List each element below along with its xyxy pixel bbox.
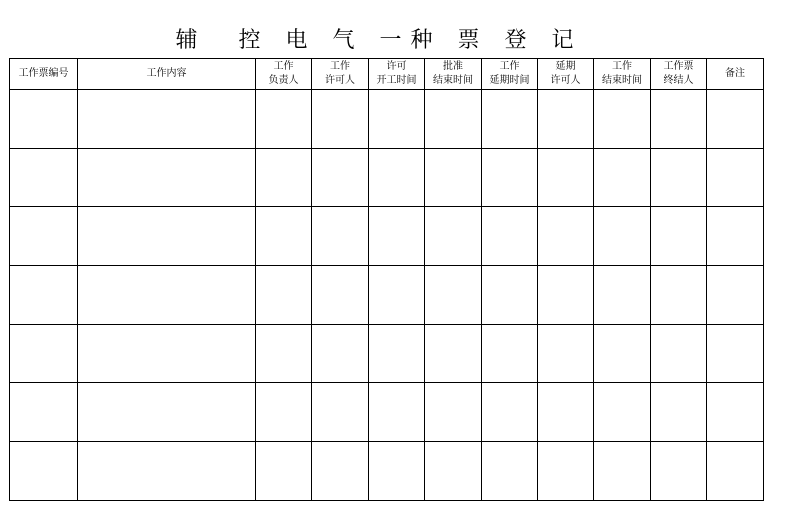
table-row xyxy=(10,324,764,383)
table-row xyxy=(10,207,764,266)
table-cell xyxy=(256,442,312,501)
table-cell xyxy=(10,324,78,383)
table-cell xyxy=(256,90,312,149)
table-cell xyxy=(482,148,538,207)
table-cell xyxy=(10,383,78,442)
table-cell xyxy=(651,148,707,207)
table-cell xyxy=(538,324,594,383)
table-cell xyxy=(425,207,482,266)
table-cell xyxy=(707,383,764,442)
header-ticket-number: 工作票编号 xyxy=(10,59,78,90)
table-cell xyxy=(425,324,482,383)
table-row xyxy=(10,383,764,442)
table-cell xyxy=(78,90,256,149)
ticket-register-table xyxy=(9,58,764,501)
table-cell xyxy=(369,90,425,149)
table-cell xyxy=(651,266,707,325)
table-cell xyxy=(651,442,707,501)
table-cell xyxy=(651,383,707,442)
table-cell xyxy=(707,266,764,325)
table-cell xyxy=(651,207,707,266)
header-work-permitter: 工作 许可人 xyxy=(312,59,369,90)
table-cell xyxy=(369,207,425,266)
register-body xyxy=(10,90,764,501)
table-cell xyxy=(594,148,651,207)
table-cell xyxy=(369,442,425,501)
table-cell xyxy=(594,383,651,442)
table-cell xyxy=(256,266,312,325)
table-cell xyxy=(10,266,78,325)
table-cell xyxy=(78,207,256,266)
table-cell xyxy=(312,207,369,266)
table-cell xyxy=(312,442,369,501)
table-cell xyxy=(594,324,651,383)
table-cell xyxy=(425,148,482,207)
table-cell xyxy=(538,90,594,149)
header-extension-time: 工作 延期时间 xyxy=(482,59,538,90)
header-row xyxy=(10,59,764,90)
table-cell xyxy=(707,442,764,501)
table-row xyxy=(10,442,764,501)
table-row xyxy=(10,148,764,207)
table-cell xyxy=(538,266,594,325)
table-cell xyxy=(312,266,369,325)
table-cell xyxy=(10,148,78,207)
table-cell xyxy=(482,324,538,383)
table-cell xyxy=(482,90,538,149)
header-approved-end-time: 批准 结束时间 xyxy=(425,59,482,90)
table-cell xyxy=(10,442,78,501)
table-cell xyxy=(312,90,369,149)
table-row xyxy=(10,90,764,149)
table-cell xyxy=(78,148,256,207)
table-cell xyxy=(538,148,594,207)
table-cell xyxy=(707,90,764,149)
table-cell xyxy=(482,383,538,442)
table-cell xyxy=(482,207,538,266)
table-cell xyxy=(10,207,78,266)
table-cell xyxy=(707,207,764,266)
table-cell xyxy=(256,383,312,442)
table-cell xyxy=(78,383,256,442)
header-work-content: 工作内容 xyxy=(78,59,256,90)
table-cell xyxy=(707,148,764,207)
table-cell xyxy=(369,148,425,207)
table-cell xyxy=(369,266,425,325)
table-cell xyxy=(78,442,256,501)
table-cell xyxy=(78,266,256,325)
table-cell xyxy=(256,207,312,266)
table-cell xyxy=(538,442,594,501)
table-cell xyxy=(425,442,482,501)
table-cell xyxy=(594,207,651,266)
header-extension-permitter: 延期 许可人 xyxy=(538,59,594,90)
table-cell xyxy=(256,324,312,383)
table-cell xyxy=(425,90,482,149)
header-permit-start-time: 许可 开工时间 xyxy=(369,59,425,90)
header-work-leader: 工作 负责人 xyxy=(256,59,312,90)
register-title: 辅 控 电 气 一种 票 登 记 xyxy=(175,28,583,53)
table-cell xyxy=(256,148,312,207)
header-work-end-time: 工作 结束时间 xyxy=(594,59,651,90)
table-cell xyxy=(651,324,707,383)
table-cell xyxy=(78,324,256,383)
table-cell xyxy=(594,442,651,501)
table-cell xyxy=(312,324,369,383)
table-cell xyxy=(10,90,78,149)
table-cell xyxy=(651,90,707,149)
table-cell xyxy=(482,442,538,501)
table-cell xyxy=(707,324,764,383)
table-cell xyxy=(482,266,538,325)
header-remarks: 备注 xyxy=(707,59,764,90)
table-cell xyxy=(594,90,651,149)
table-cell xyxy=(425,383,482,442)
table-cell xyxy=(538,383,594,442)
table-cell xyxy=(369,383,425,442)
table-cell xyxy=(312,383,369,442)
table-cell xyxy=(594,266,651,325)
header-ticket-closer: 工作票 终结人 xyxy=(651,59,707,90)
table-cell xyxy=(369,324,425,383)
table-cell xyxy=(538,207,594,266)
table-cell xyxy=(425,266,482,325)
table-cell xyxy=(312,148,369,207)
table-row xyxy=(10,266,764,325)
